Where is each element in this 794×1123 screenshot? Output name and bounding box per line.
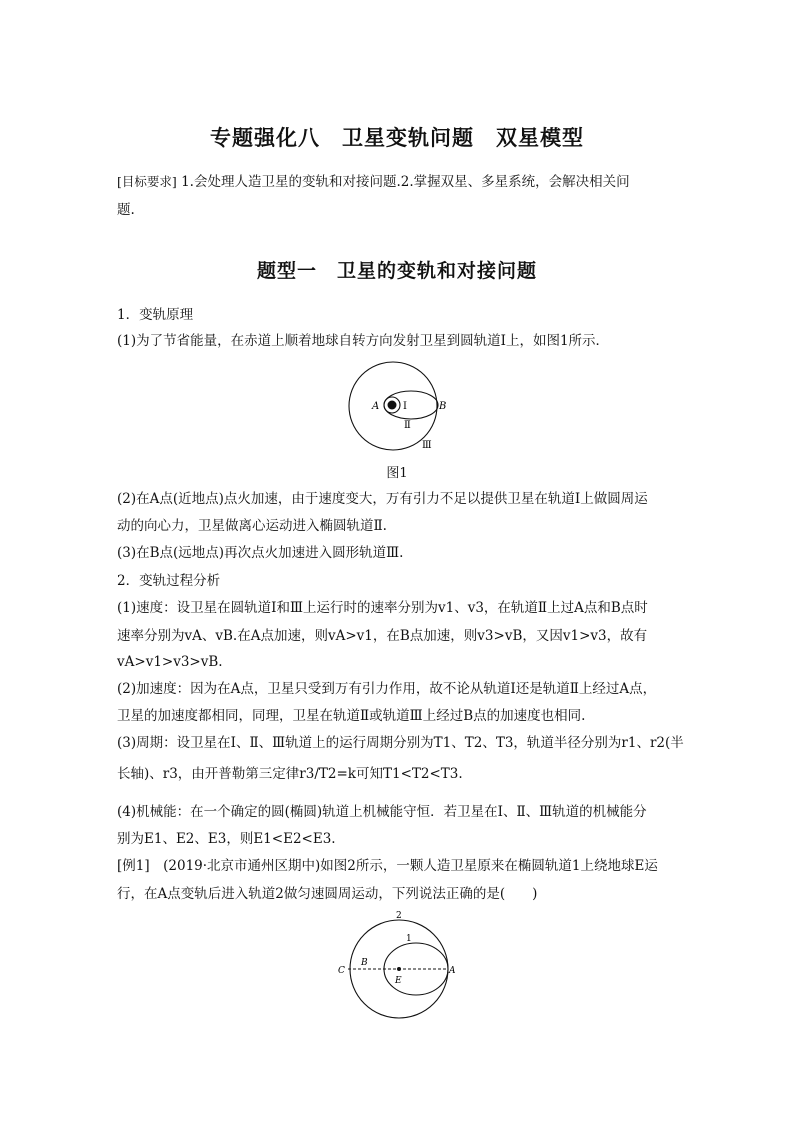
goal-line-2: 题. xyxy=(117,202,135,218)
label-II: Ⅱ xyxy=(404,420,411,431)
para-8a: (3)周期：设卫星在Ⅰ、Ⅱ、Ⅲ轨道上的运行周期分别为T1、T2、T3，轨道半径分别为r1、r2(半 xyxy=(117,735,684,751)
label-B: B xyxy=(439,401,447,412)
figure-1-caption: 图1 xyxy=(386,466,408,481)
para-4: (3)在B点(远地点)再次点火加速进入圆形轨道Ⅲ. xyxy=(117,545,404,561)
example-1a: [例1] (2019·北京市通州区期中)如图2所示，一颗人造卫星原来在椭圆轨道1上绕地球E运 xyxy=(117,858,658,874)
para-9b: 别为E1、E2、E3，则E1<E2<E3. xyxy=(117,831,336,847)
para-6c: vA>v1>v3>vB. xyxy=(117,654,223,670)
example-1b: 行，在A点变轨后进入轨道2做匀速圆周运动，下列说法正确的是( ) xyxy=(117,886,538,902)
label-A: A xyxy=(372,401,380,412)
label-III: Ⅲ xyxy=(422,440,432,451)
para-2: (1)为了节省能量，在赤道上顺着地球自转方向发射卫星到圆轨道Ⅰ上，如图1所示． xyxy=(117,333,610,349)
para-9a: (4)机械能：在一个确定的圆(椭圆)轨道上机械能守恒．若卫星在Ⅰ、Ⅱ、Ⅲ轨道的机械能分 xyxy=(117,804,647,820)
para-6a: (1)速度：设卫星在圆轨道Ⅰ和Ⅲ上运行时的速率分别为v1、v3，在轨道Ⅱ上过A点和B点时 xyxy=(117,600,648,616)
label-C: C xyxy=(338,966,345,976)
label-A: A xyxy=(449,966,456,976)
para-8b: 长轴)、r3，由开普勒第三定律r3/T2=k可知T1<T2<T3. xyxy=(117,766,463,782)
para-3a: (2)在A点(近地点)点火加速，由于速度变大，万有引力不足以提供卫星在轨道Ⅰ上做圆周运 xyxy=(117,491,648,507)
figure-1 xyxy=(340,358,456,458)
earth-point xyxy=(397,967,401,971)
para-6b: 速率分别为vA、vB.在A点加速，则vA>v1，在B点加速，则v3>vB，又因v1>v3，故有 xyxy=(117,628,648,644)
para-7b: 卫星的加速度都相同，同理，卫星在轨道Ⅱ或轨道Ⅲ上经过B点的加速度也相同. xyxy=(117,708,586,724)
para-1: 1．变轨原理 xyxy=(117,307,194,323)
earth xyxy=(388,401,397,410)
goal-tag: [目标要求] xyxy=(117,174,177,189)
para-7a: (2)加速度：因为在A点，卫星只受到万有引力作用，故不论从轨道Ⅰ还是轨道Ⅱ上经过A点， xyxy=(117,681,657,697)
label-I: Ⅰ xyxy=(403,401,407,412)
label-E: E xyxy=(395,976,402,986)
page-title: 专题强化八 卫星变轨问题 双星模型 xyxy=(210,125,584,150)
goal-line-1 xyxy=(117,172,687,192)
goal-text: 1.会处理人造卫星的变轨和对接问题.2.掌握双星、多星系统，会解决相关问 xyxy=(181,174,630,190)
para-3b: 动的向心力，卫星做离心运动进入椭圆轨道Ⅱ. xyxy=(117,518,387,534)
para-5: 2．变轨过程分析 xyxy=(117,573,221,589)
figure-2 xyxy=(334,910,464,1022)
label-2: 2 xyxy=(396,911,402,921)
section-title: 题型一 卫星的变轨和对接问题 xyxy=(256,260,537,282)
label-B: B xyxy=(361,958,368,968)
label-1: 1 xyxy=(406,934,412,944)
